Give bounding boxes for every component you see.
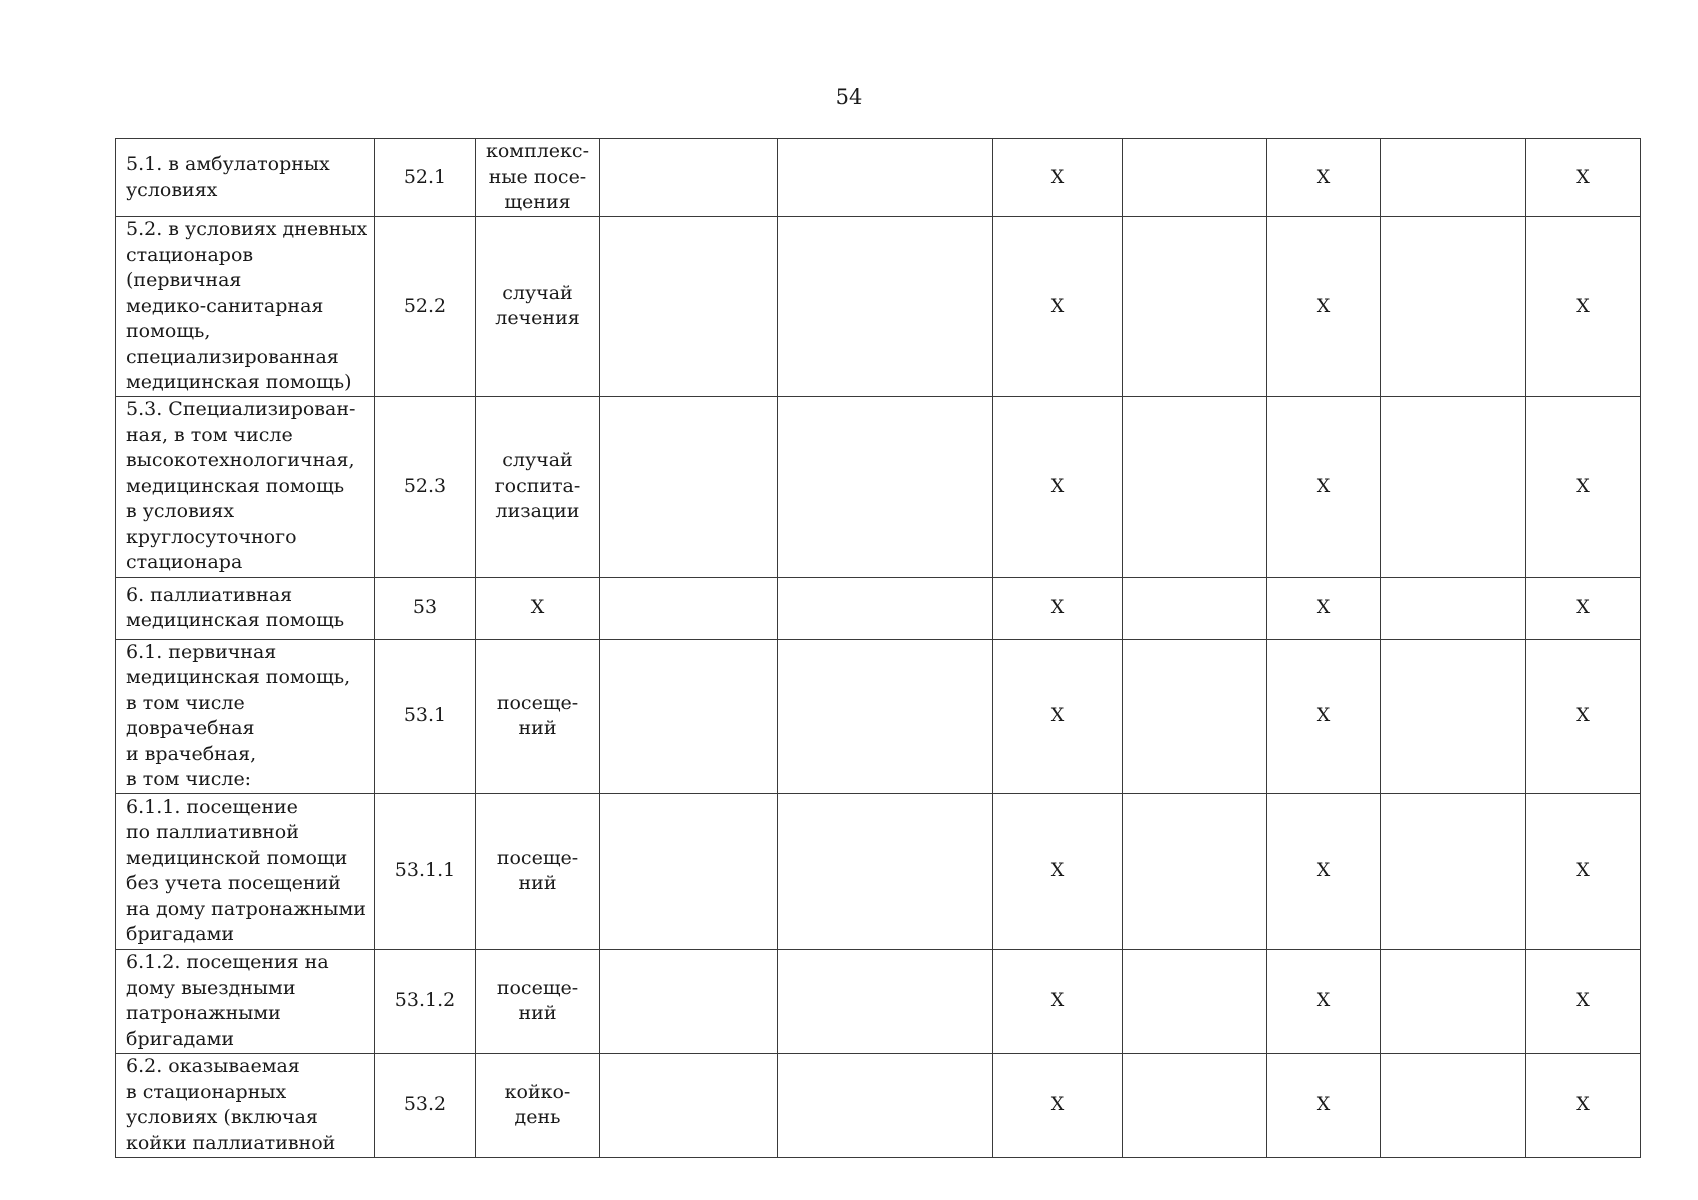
value-cell <box>1123 139 1267 217</box>
unit-cell: койко- день <box>476 1053 600 1157</box>
x-mark-cell: Х <box>1526 217 1641 397</box>
value-cell <box>1381 639 1526 793</box>
x-mark-cell: Х <box>1267 139 1381 217</box>
value-cell <box>1381 577 1526 639</box>
value-cell <box>600 577 778 639</box>
value-cell <box>1123 949 1267 1053</box>
x-mark-cell: Х <box>1267 396 1381 577</box>
x-mark-cell: Х <box>1526 139 1641 217</box>
row-name-cell: 6. паллиативная медицинская помощь <box>116 577 375 639</box>
x-mark-cell: Х <box>1526 577 1641 639</box>
table-row <box>116 396 1641 577</box>
x-mark-cell: Х <box>993 396 1123 577</box>
value-cell <box>778 639 993 793</box>
x-mark-cell: Х <box>1267 1053 1381 1157</box>
value-cell <box>778 1053 993 1157</box>
x-mark-cell: Х <box>993 639 1123 793</box>
x-mark-cell: Х <box>993 139 1123 217</box>
value-cell <box>778 949 993 1053</box>
x-mark-cell: Х <box>993 217 1123 397</box>
value-cell <box>1381 217 1526 397</box>
page-number: 54 <box>835 85 863 109</box>
x-mark-cell: Х <box>993 577 1123 639</box>
value-cell <box>1123 577 1267 639</box>
row-number-cell: 52.2 <box>375 217 476 397</box>
value-cell <box>1381 1053 1526 1157</box>
value-cell <box>600 1053 778 1157</box>
value-cell <box>600 139 778 217</box>
row-number-cell: 53.2 <box>375 1053 476 1157</box>
value-cell <box>1123 793 1267 949</box>
value-cell <box>600 639 778 793</box>
value-cell <box>778 139 993 217</box>
row-number-cell: 53.1 <box>375 639 476 793</box>
x-mark-cell: Х <box>1267 217 1381 397</box>
value-cell <box>1381 949 1526 1053</box>
table-row <box>116 577 1641 639</box>
unit-cell: комплекс- ные посе- щения <box>476 139 600 217</box>
row-number-cell: 53 <box>375 577 476 639</box>
value-cell <box>1381 396 1526 577</box>
value-cell <box>600 396 778 577</box>
value-cell <box>1123 1053 1267 1157</box>
unit-cell: случай лечения <box>476 217 600 397</box>
table-row <box>116 949 1641 1053</box>
table-row <box>116 793 1641 949</box>
value-cell <box>600 217 778 397</box>
x-mark-cell: Х <box>1267 639 1381 793</box>
row-name-cell: 6.2. оказываемая в стационарных условиях (включая койки паллиативной <box>116 1053 375 1157</box>
table-row <box>116 1053 1641 1157</box>
value-cell <box>1123 217 1267 397</box>
row-name-cell: 5.1. в амбулаторных условиях <box>116 139 375 217</box>
unit-cell: посеще- ний <box>476 793 600 949</box>
value-cell <box>600 793 778 949</box>
row-name-cell: 6.1.1. посещение по паллиативной медицинской помощи без учета посещений на дому патронажными бригадами <box>116 793 375 949</box>
value-cell <box>778 217 993 397</box>
row-number-cell: 52.3 <box>375 396 476 577</box>
x-mark-cell: Х <box>993 949 1123 1053</box>
table-row <box>116 639 1641 793</box>
value-cell <box>1123 396 1267 577</box>
row-number-cell: 53.1.1 <box>375 793 476 949</box>
row-name-cell: 6.1.2. посещения на дому выездными патронажными бригадами <box>116 949 375 1053</box>
x-mark-cell: Х <box>1267 577 1381 639</box>
x-mark-cell: Х <box>1526 396 1641 577</box>
row-name-cell: 5.3. Специализирован- ная, в том числе высокотехнологичная, медицинская помощь в условиях круглосуточного стационара <box>116 396 375 577</box>
x-mark-cell: Х <box>1267 793 1381 949</box>
unit-cell: посеще- ний <box>476 949 600 1053</box>
table-row <box>116 217 1641 397</box>
table-row <box>116 139 1641 217</box>
x-mark-cell: Х <box>1526 1053 1641 1157</box>
value-cell <box>600 949 778 1053</box>
row-number-cell: 52.1 <box>375 139 476 217</box>
unit-cell: Х <box>476 577 600 639</box>
unit-cell: случай госпита- лизации <box>476 396 600 577</box>
row-name-cell: 6.1. первичная медицинская помощь, в том числе доврачебная и врачебная, в том числе: <box>116 639 375 793</box>
value-cell <box>778 577 993 639</box>
x-mark-cell: Х <box>1526 793 1641 949</box>
value-cell <box>1381 139 1526 217</box>
value-cell <box>778 793 993 949</box>
x-mark-cell: Х <box>1526 639 1641 793</box>
x-mark-cell: Х <box>1526 949 1641 1053</box>
unit-cell: посеще- ний <box>476 639 600 793</box>
x-mark-cell: Х <box>1267 949 1381 1053</box>
data-table <box>115 138 1641 1158</box>
row-number-cell: 53.1.2 <box>375 949 476 1053</box>
x-mark-cell: Х <box>993 1053 1123 1157</box>
value-cell <box>778 396 993 577</box>
value-cell <box>1381 793 1526 949</box>
x-mark-cell: Х <box>993 793 1123 949</box>
value-cell <box>1123 639 1267 793</box>
row-name-cell: 5.2. в условиях дневных стационаров (первичная медико-санитарная помощь, специализированная медицинская помощь) <box>116 217 375 397</box>
